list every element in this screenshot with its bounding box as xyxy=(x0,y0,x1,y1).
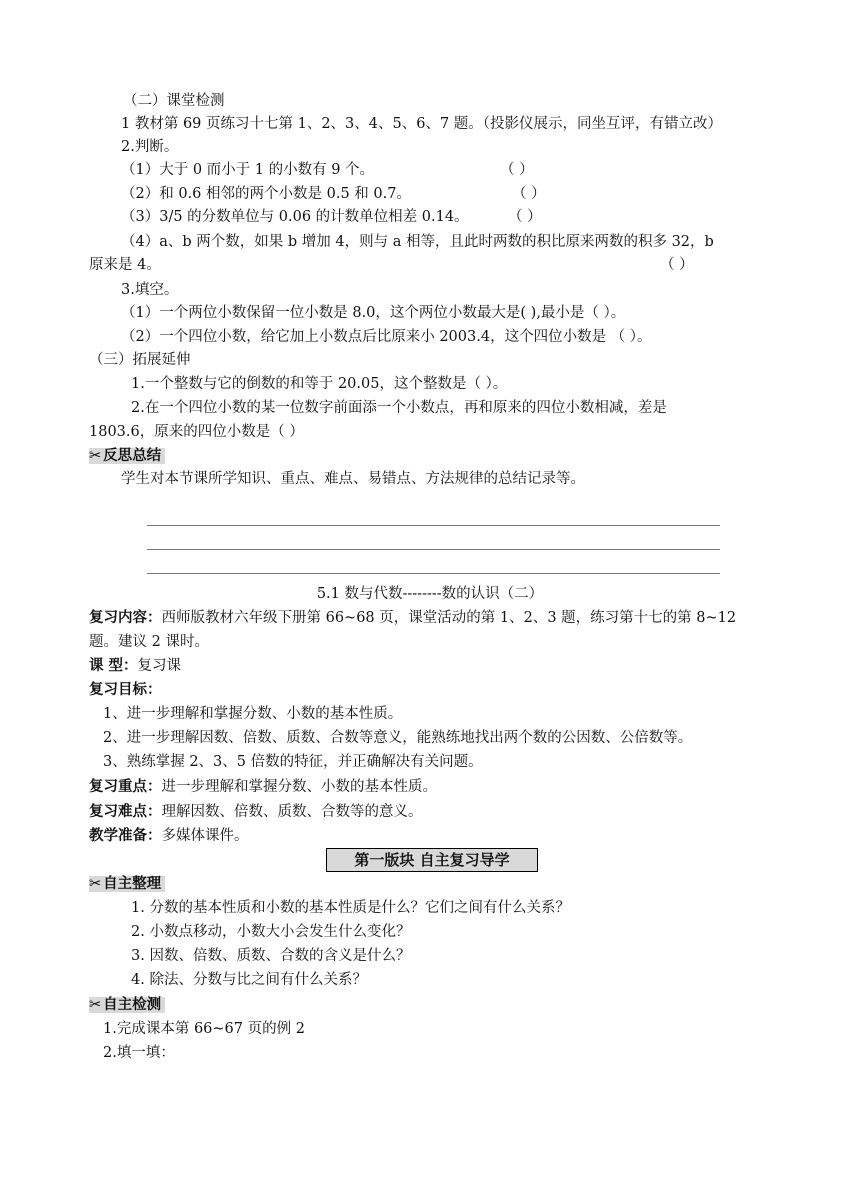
self-org-item-1: 1. 分数的基本性质和小数的基本性质是什么？它们之间有什么关系？ xyxy=(131,900,570,916)
lesson-title: 5.1 数与代数--------数的认识（二） xyxy=(316,586,544,602)
writing-line-3 xyxy=(147,573,720,574)
judge-item-4-blank: （ ） xyxy=(660,257,694,273)
extend-item-2: 2.在一个四位小数的某一位数字前面添一个小数点，再和原来的四位小数相减，差是 xyxy=(131,400,667,416)
extend-item-2-cont: 1803.6，原来的四位小数是（ ） xyxy=(89,424,304,440)
self-check-item-2: 2.填一填： xyxy=(103,1045,175,1061)
fill-item-2: （2）一个四位小数，给它加上小数点后比原来小 2003.4，这个四位小数是 （ ）。 xyxy=(121,329,652,345)
judge-item-2-blank: （ ） xyxy=(512,186,546,202)
self-org-heading: ✂ 自主整理 xyxy=(89,874,165,894)
judge-item-1: （1）大于 0 而小于 1 的小数有 9 个。 xyxy=(121,162,375,178)
judge-item-1-blank: （ ） xyxy=(500,162,534,178)
goal-3: 3、熟练掌握 2、3、5 倍数的特征，并正确解决有关问题。 xyxy=(103,754,483,770)
goal-1: 1、进一步理解和掌握分数、小数的基本性质。 xyxy=(103,706,403,722)
judge-item-4-cont: 原来是 4。 xyxy=(89,257,161,273)
key-point: 复习重点：进一步理解和掌握分数、小数的基本性质。 xyxy=(89,779,437,795)
reflect-heading: ✂ 反思总结 xyxy=(89,446,165,466)
self-check-heading: ✂ 自主检测 xyxy=(89,995,165,1015)
scissors-icon: ✂ xyxy=(89,448,102,464)
scissors-icon: ✂ xyxy=(89,876,102,892)
section2-heading: （二）课堂检测 xyxy=(123,93,225,109)
review-content-cont: 题。建议 2 课时。 xyxy=(89,634,209,650)
fill-heading: 3.填空。 xyxy=(121,282,179,298)
extend-item-1: 1.一个整数与它的倒数的和等于 20.05，这个整数是（ ）。 xyxy=(131,376,508,392)
lesson-type: 课 型：复习课 xyxy=(89,658,182,674)
self-org-item-4: 4. 除法、分数与比之间有什么关系？ xyxy=(131,972,367,988)
writing-line-2 xyxy=(147,549,720,550)
judge-item-2: （2）和 0.6 相邻的两个小数是 0.5 和 0.7。 xyxy=(121,186,411,202)
section3-heading: （三）拓展延伸 xyxy=(89,352,191,368)
self-org-item-2: 2. 小数点移动，小数大小会发生什么变化？ xyxy=(131,924,411,940)
judge-item-3: （3）3/5 的分数单位与 0.06 的计数单位相差 0.14。 xyxy=(121,209,469,225)
reflect-text: 学生对本节课所学知识、重点、难点、易错点、方法规律的总结记录等。 xyxy=(121,471,585,487)
judge-item-3-blank: （ ） xyxy=(508,209,542,225)
judge-heading: 2.判断。 xyxy=(121,139,179,155)
goal-2: 2、进一步理解因数、倍数、质数、合数等意义，能熟练地找出两个数的公因数、公倍数等。 xyxy=(103,730,693,746)
self-check-item-1: 1.完成课本第 66~67 页的例 2 xyxy=(103,1021,305,1037)
exercise-line-1: 1 教材第 69 页练习十七第 1、2、3、4、5、6、7 题。（投影仪展示，同坐互评，有错立改） xyxy=(121,116,723,132)
writing-line-1 xyxy=(147,525,720,526)
judge-item-4: （4）a、b 两个数，如果 b 增加 4，则与 a 相等，且此时两数的积比原来两数的积多 32，b xyxy=(121,234,714,250)
review-content: 复习内容：西师版教材六年级下册第 66~68 页，课堂活动的第 1、2、3 题，练习第十七的第 8~12 xyxy=(89,610,737,626)
preparation: 教学准备：多媒体课件。 xyxy=(89,828,249,844)
fill-item-1: （1）一个两位小数保留一位小数是 8.0，这个两位小数最大是( ),最小是（ ）。 xyxy=(121,305,626,321)
goal-heading: 复习目标： xyxy=(89,682,162,698)
block-title: 第一版块 自主复习导学 xyxy=(326,848,538,872)
difficulty: 复习难点：理解因数、倍数、质数、合数等的意义。 xyxy=(89,804,423,820)
scissors-icon: ✂ xyxy=(89,997,102,1013)
self-org-item-3: 3. 因数、倍数、质数、合数的含义是什么？ xyxy=(131,948,411,964)
